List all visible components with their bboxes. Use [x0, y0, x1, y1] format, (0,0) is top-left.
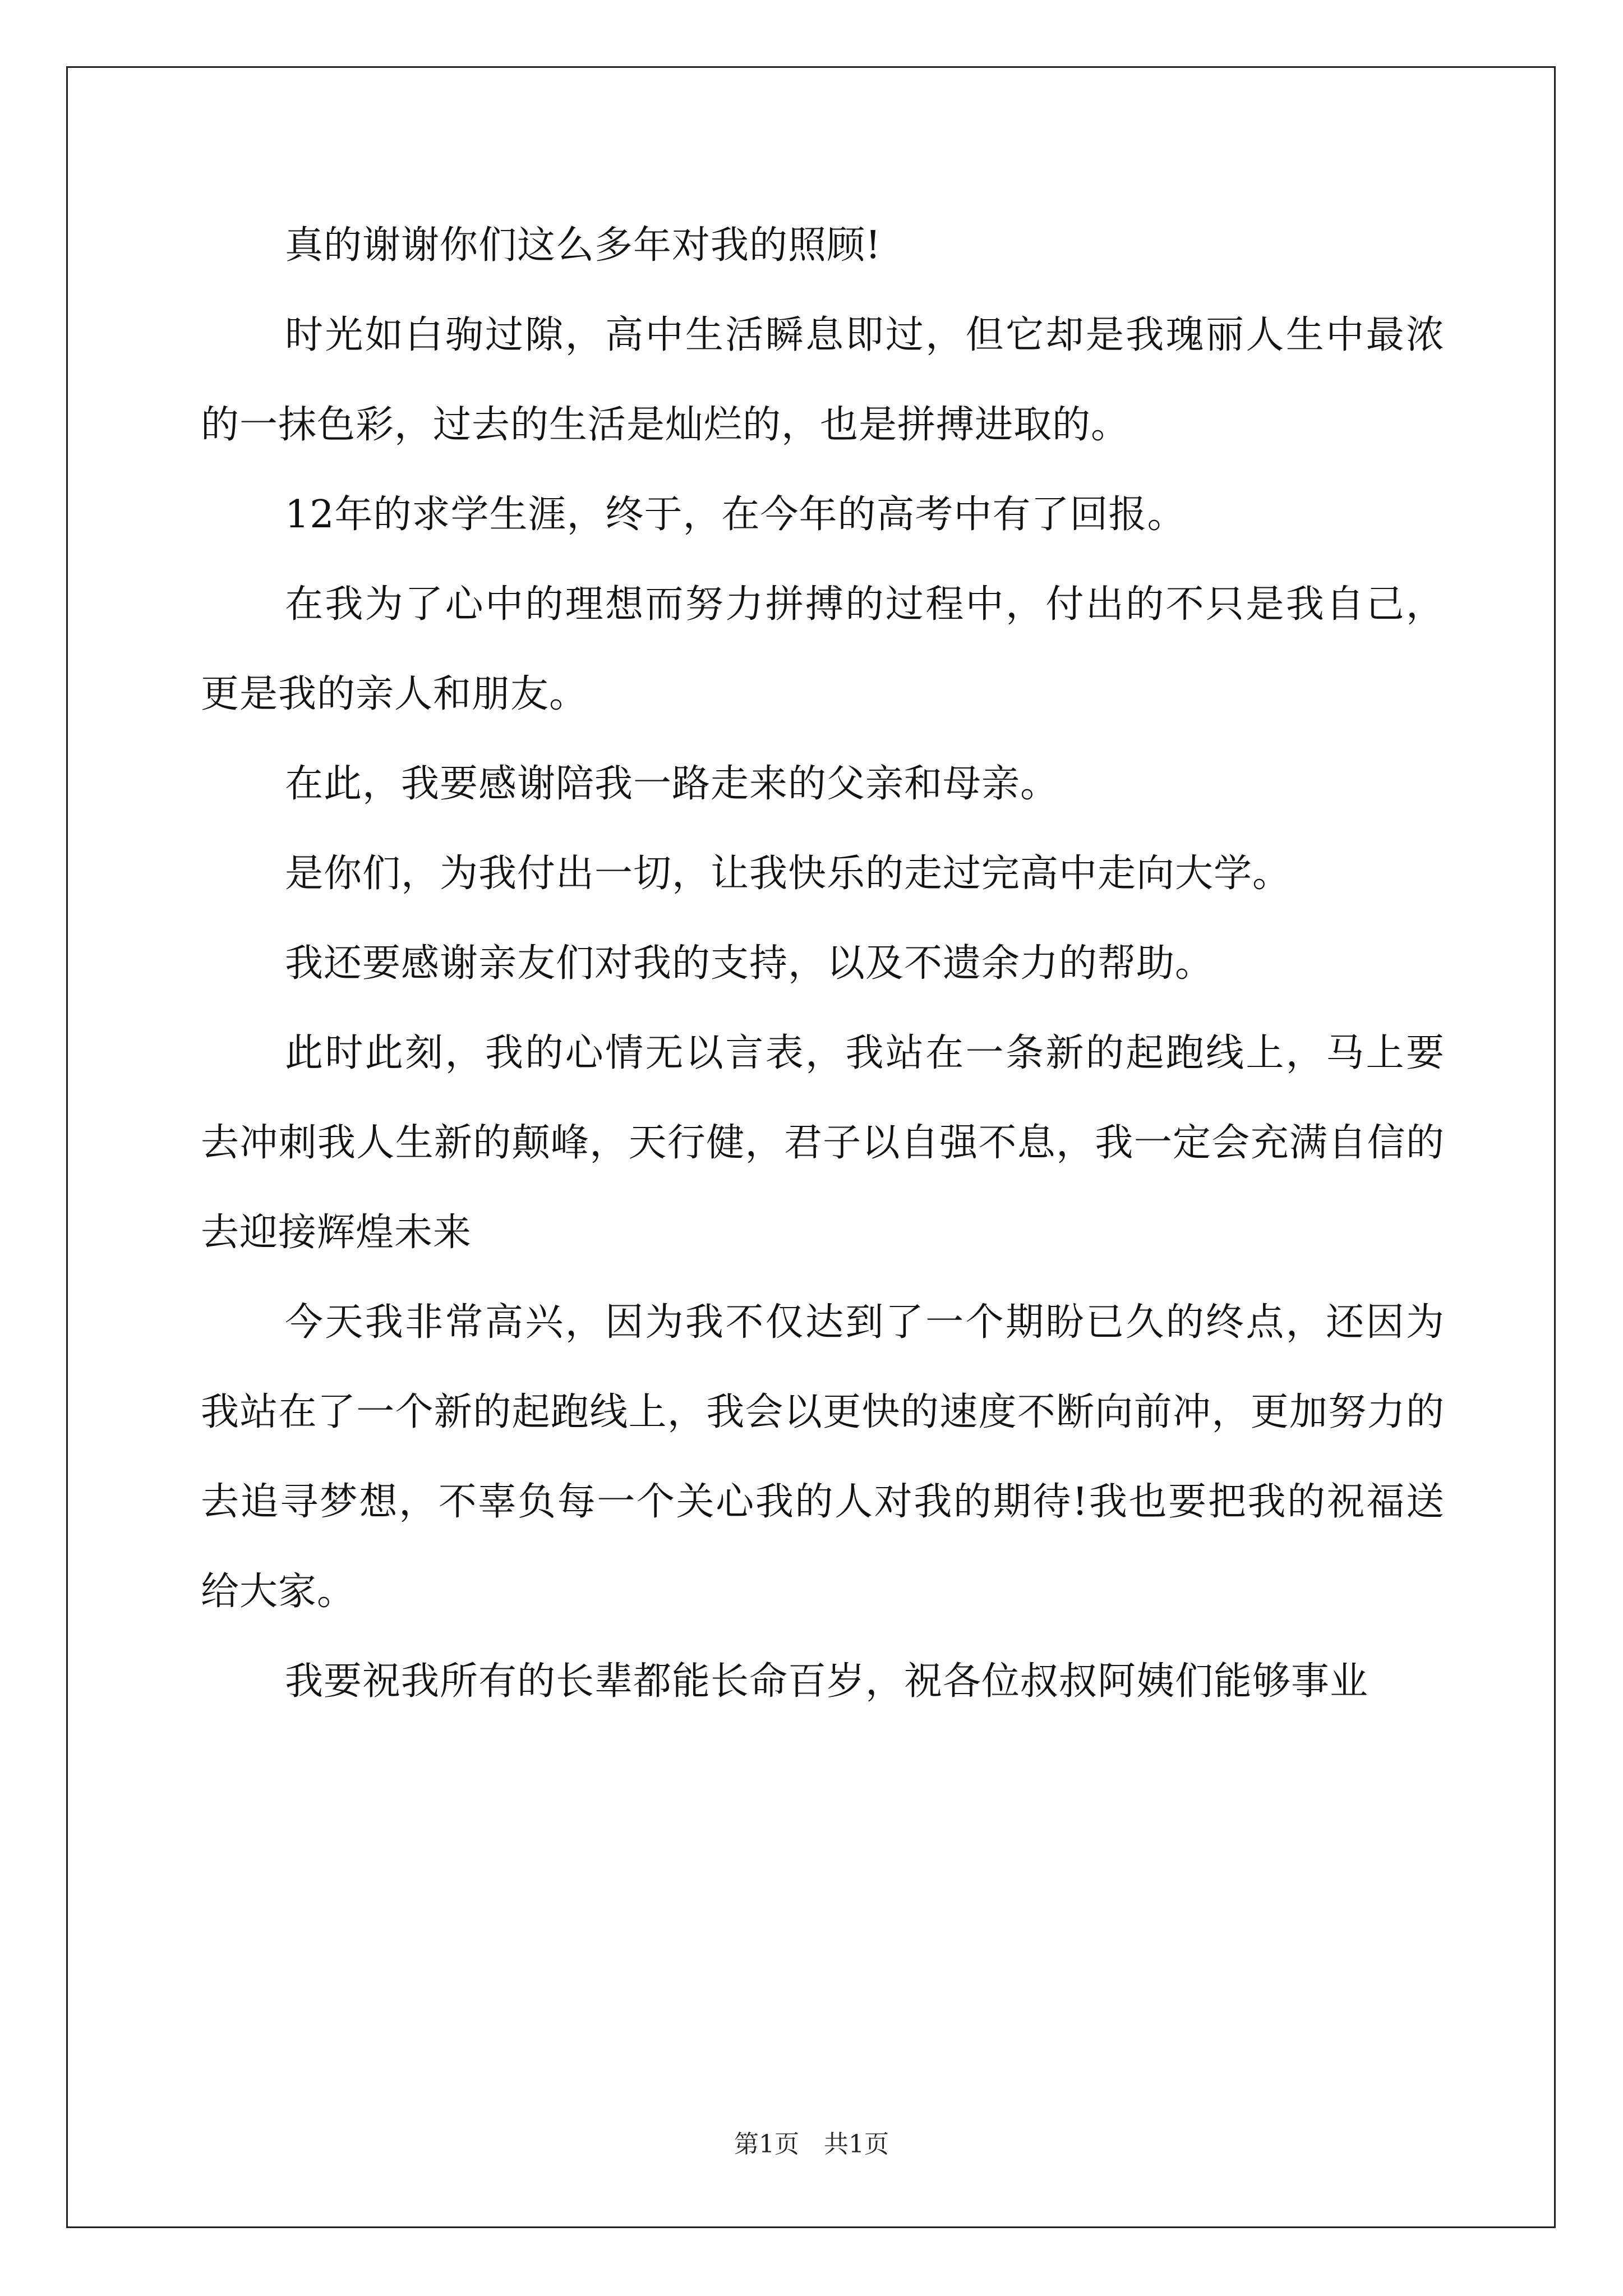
paragraph: 我还要感谢亲友们对我的支持，以及不遗余力的帮助。	[285, 941, 1214, 986]
paragraph: 今天我非常高兴，因为我不仅达到了一个期盼已久的终点，还因为我站在了一个新的起跑线上，我会以更快的速度不断向前冲，更加努力的去追寻梦想，不辜负每一个关心我的人对我的期待!我也要把我的祝福送给大家。	[201, 1300, 1445, 1614]
paragraph: 在我为了心中的理想而努力拼搏的过程中，付出的不只是我自己，更是我的亲人和朋友。	[201, 582, 1445, 716]
paragraph: 真的谢谢你们这么多年对我的照顾!	[285, 223, 882, 268]
paragraph: 此时此刻，我的心情无以言表，我站在一条新的起跑线上，马上要去冲刺我人生新的颠峰，天行健，君子以自强不息，我一定会充满自信的去迎接辉煌未来	[201, 1031, 1445, 1255]
document-body	[201, 201, 1445, 1727]
paragraph: 是你们，为我付出一切，让我快乐的走过完高中走向大学。	[285, 852, 1292, 896]
page-footer: 第1页 共1页	[734, 2130, 889, 2159]
paragraph: 在此，我要感谢陪我一路走来的父亲和母亲。	[285, 762, 1059, 806]
paragraph: 时光如白驹过隙，高中生活瞬息即过，但它却是我瑰丽人生中最浓的一抹色彩，过去的生活是灿烂的，也是拼搏进取的。	[201, 313, 1445, 447]
paragraph: 12年的求学生涯，终于，在今年的高考中有了回报。	[285, 493, 1186, 537]
paragraph: 我要祝我所有的长辈都能长命百岁，祝各位叔叔阿姨们能够事业	[285, 1659, 1369, 1704]
